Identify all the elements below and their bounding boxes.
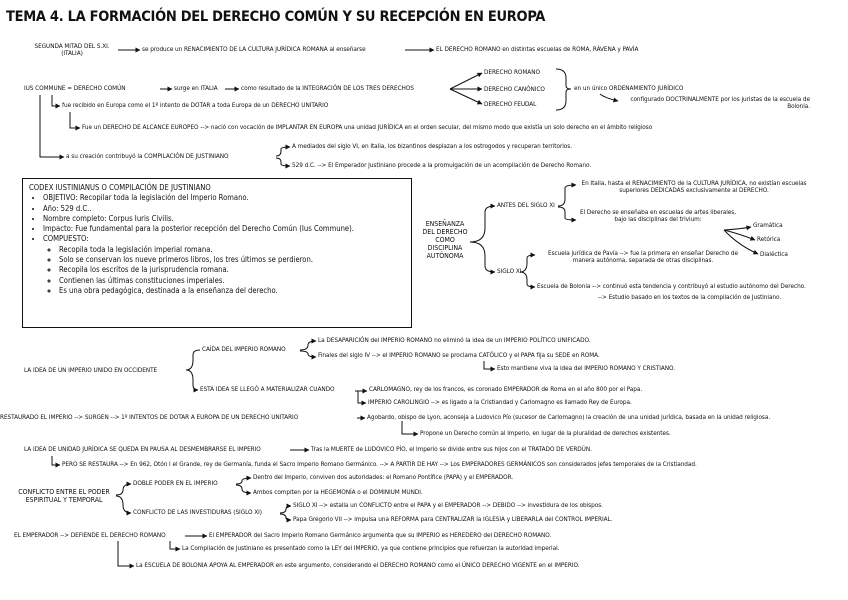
pero-se-restaura: PERO SE RESTAURA --> En 962, Otón I el Grande, rey de Germanía, funda el Sacro Imperio Romano Germánico. --> A PARTIR DE HAY --> Los EMPERADORES GERMÁNICOS son considerados jefes temporales de la Cristiandad. bbox=[62, 460, 697, 468]
emperador-heredero: El EMPERADOR del Sacro Imperio Romano Germánico argumenta que su IMPERIO es HEREDERO del DERECHO ROMANO. bbox=[209, 531, 552, 539]
codex-objetivo: • OBJETIVO: Recopilar toda la legislación del Imperio Romano. bbox=[43, 193, 405, 203]
muerte-ludovico: Tras la MUERTE de LUDOVICO PÍO, el Imperio se divide entre sus hijos con el TRATADO DE VERDÚN. bbox=[311, 445, 592, 453]
agobardo: Agobardo, obispo de Lyon, aconseja a Ludovico Pío (sucesor de Carlomagno) la creación de una unidad jurídica, basada en la unidad religiosa. bbox=[367, 413, 771, 421]
carlomagno: CARLOMAGNO, rey de los francos, es coronado EMPERADOR de Roma en el año 800 por el Papa. bbox=[369, 385, 643, 393]
ius-unico: en un único ORDENAMIENTO JURÍDICO bbox=[574, 84, 684, 92]
row1-label: SEGUNDA MITAD DEL S.XI. (ITALIA) bbox=[34, 42, 110, 58]
trivium-gramatica: Gramática bbox=[753, 221, 783, 229]
idea-mantiene: Esto mantiene viva la idea del IMPERIO ROMANO Y CRISTIANO. bbox=[497, 364, 676, 372]
antes-siglo-xi: ANTES DEL SIGLO XI bbox=[497, 201, 555, 209]
derecho-canonico: DERECHO CANÓNICO bbox=[484, 85, 545, 93]
caida-texto: La DESAPARICIÓN del IMPERIO ROMANO no eliminó la idea de un IMPERIO POLÍTICO UNIFICADO. bbox=[318, 336, 591, 344]
investiduras-siglo-xi: SIGLO XI --> estalla un CONFLICTO entre el PAPA y el EMPERADOR --> DEBIDO --> investidura de los obispos. bbox=[293, 501, 603, 509]
ius-integracion: como resultado de la INTEGRACIÓN DE LOS TRES DERECHOS bbox=[241, 84, 414, 92]
codex-compuesto-label: COMPUESTO: bbox=[43, 234, 89, 244]
escuela-bolonia-estudio: --> Estudio basado en los textos de la compilación de Justiniano. bbox=[598, 293, 782, 301]
page-title: TEMA 4. LA FORMACIÓN DEL DERECHO COMÚN Y SU RECEPCIÓN EN EUROPA bbox=[6, 9, 546, 25]
escuela-pavia: Escuela jurídica de Pavía --> fue la primera en enseñar Derecho de manera autónoma, separada de otras disciplinas. bbox=[547, 249, 739, 265]
codex-compuesto bbox=[43, 234, 405, 296]
codex-box bbox=[22, 178, 412, 328]
papa-gregorio: Papa Gregorio VII --> impulsa una REFORMA para CENTRALIZAR la IGLESIA y LIBERARLA del CONTROL IMPERIAL. bbox=[293, 515, 613, 523]
trivium-dialectica: Dialéctica bbox=[760, 250, 788, 258]
idea-materializar: ESTA IDEA SE LLEGÓ A MATERIALIZAR CUANDO bbox=[200, 385, 335, 393]
imperio-carolingio: IMPERIO CAROLINGIO --> es ligado a la Cristiandad y Carlomagno es llamado Rey de Europa. bbox=[368, 398, 632, 406]
ius-surge: surge en ITALIA bbox=[174, 84, 218, 92]
codex-sub-item: ◦ Recopila toda la legislación imperial romana. bbox=[59, 245, 405, 255]
row1-text: se produce un RENACIMIENTO DE LA CULTURA JURÍDICA ROMANA al enseñarse bbox=[142, 45, 366, 53]
doble-poder: DOBLE PODER EN EL IMPERIO bbox=[133, 479, 218, 487]
caida-imperio: CAÍDA DEL IMPERIO ROMANO bbox=[202, 345, 286, 353]
antes-item-1: En Italia, hasta el RENACIMIENTO de la CULTURA JURÍDICA, no existían escuelas superiores DEDICADAS exclusivamente al DERECHO. bbox=[581, 179, 807, 195]
siglo-xi: SIGLO XI bbox=[497, 267, 522, 275]
restaurado-label: RESTAURADO EL IMPERIO --> SURGEN --> 1º INTENTOS DE DOTAR A EUROPA DE UN DERECHO UNITARIO bbox=[0, 413, 299, 421]
ensenanza-label: ENSEÑANZA DEL DERECHO COMO DISCIPLINA AUTÓNOMA bbox=[422, 220, 468, 261]
codex-impacto: • Impacto: Fue fundamental para la posterior recepción del Derecho Común (Ius Commune). bbox=[43, 224, 405, 234]
ius-compilacion-1: A mediados del siglo VI, en Italia, los bizantinos desplazan a los ostrogodos y recuperan territorios. bbox=[292, 142, 572, 150]
unidad-label: LA IDEA DE UNIDAD JURÍDICA SE QUEDA EN PAUSA AL DESMEMBRARSE EL IMPERIO bbox=[24, 445, 261, 453]
antes-item-2: El Derecho se enseñaba en escuelas de artes liberales, bajo las disciplinas del trivium: bbox=[579, 208, 737, 224]
propone-derecho: Propone un Derecho común al Imperio, en lugar de la pluralidad de derechos existentes. bbox=[420, 429, 671, 437]
row1-result: EL DERECHO ROMANO en distintas escuelas de ROMA, RÁVENA y PAVÍA bbox=[436, 45, 639, 53]
codex-sub-item: ◦ Es una obra pedagógica, destinada a la enseñanza del derecho. bbox=[59, 286, 405, 296]
ius-doctrina: configurado DOCTRINALMENTE por los juristas de la escuela de Bolonia. bbox=[630, 95, 810, 111]
codex-sub-item: ◦ Contienen las últimas constituciones imperiales. bbox=[59, 276, 405, 286]
ius-alcance: Fue un DERECHO DE ALCANCE EUROPEO --> nació con vocación de IMPLANTAR EN EUROPA una unidad JURÍDICA en el orden secular, del mismo modo que existía un solo derecho en el ámbito religioso bbox=[82, 123, 653, 131]
finales-siglo-iv: Finales del siglo IV --> el IMPERIO ROMANO se proclama CATÓLICO y el PAPA fija su SEDE en ROMA. bbox=[318, 351, 600, 359]
derecho-feudal: DERECHO FEUDAL bbox=[484, 100, 537, 108]
trivium-retorica: Retórica bbox=[757, 235, 781, 243]
conflicto-investiduras: CONFLICTO DE LAS INVESTIDURAS (SIGLO XI) bbox=[133, 508, 263, 516]
emperador-bolonia: La ESCUELA DE BOLONIA APOYA AL EMPERADOR en este argumento, considerando el DERECHO ROMANO como el ÚNICO DERECHO VIGENTE en el IMPERIO. bbox=[136, 561, 580, 569]
ius-compilacion-2: 529 d.C. --> El Emperador Justiniano procede a la promulgación de un acompilación de Derecho Romano. bbox=[292, 161, 592, 169]
idea-label: LA IDEA DE UN IMPERIO UNIDO EN OCCIDENTE bbox=[24, 366, 158, 374]
codex-list bbox=[29, 193, 405, 296]
ius-creacion: a su creación contribuyó la COMPILACIÓN DE JUSTINIANO bbox=[66, 152, 229, 160]
ius-recibido: fue recibido en Europa como el 1º intento de DOTAR a toda Europa de un DERECHO UNITARIO bbox=[62, 101, 329, 109]
ius-label: IUS COMMUNE = DERECHO COMÚN bbox=[24, 84, 126, 92]
escuela-bolonia: Escuela de Bolonia --> continuó esta tendencia y contribuyó al estudio autónomo del Derecho. bbox=[537, 282, 806, 290]
emperador-label: EL EMPERADOR --> DEFIENDE EL DERECHO ROMANO bbox=[14, 531, 166, 539]
conflicto-label: CONFLICTO ENTRE EL PODER ESPIRITUAL Y TEMPORAL bbox=[18, 488, 110, 505]
codex-sublist bbox=[43, 245, 405, 296]
derecho-romano: DERECHO ROMANO bbox=[484, 68, 540, 76]
conflicto-ambos: Ambos compiten por la HEGEMONÍA o el DOMINIUM MUNDI. bbox=[253, 488, 423, 496]
codex-nombre: • Nombre completo: Corpus Iuris Civilis. bbox=[43, 214, 405, 224]
codex-sub-item: ◦ Recopila los escritos de la jurisprudencia romana. bbox=[59, 265, 405, 275]
conflicto-dentro: Dentro del Imperio, conviven dos autoridades: el Romano Pontífice (PAPA) y el EMPERADOR. bbox=[253, 473, 514, 481]
codex-heading: CODEX IUSTINIANUS O COMPILACIÓN DE JUSTINIANO bbox=[29, 183, 211, 192]
emperador-compilacion: La Compilación de Justiniano es presentado como la LEY del IMPERIO, ya que contiene principios que refuerzan la autoridad imperial. bbox=[182, 544, 560, 552]
codex-sub-item: ◦ Solo se conservan los nueve primeros libros, los tres últimos se perdieron. bbox=[59, 255, 405, 265]
codex-anio: • Año: 529 d.C.. bbox=[43, 204, 405, 214]
